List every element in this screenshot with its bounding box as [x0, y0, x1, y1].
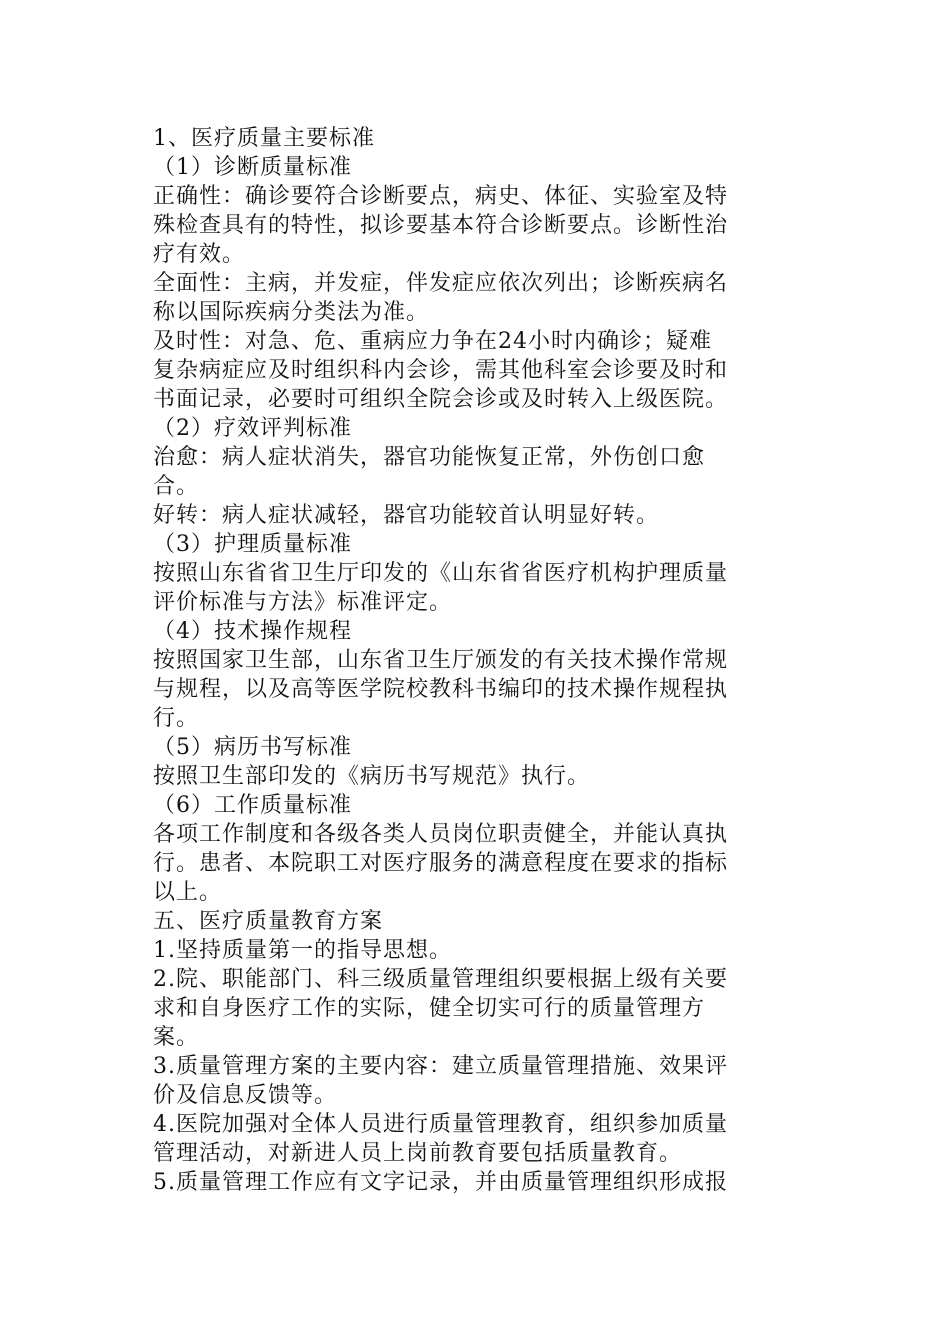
- text-line: 以上。: [153, 880, 223, 905]
- text-line: 好转：病人症状减轻，器官功能较首认明显好转。: [153, 503, 660, 528]
- text-line: 求和自身医疗工作的实际，健全切实可行的质量管理方: [153, 996, 706, 1021]
- text-line: 及时性：对急、危、重病应力争在24小时内确诊；疑难: [153, 329, 712, 354]
- text-line: 各项工作制度和各级各类人员岗位职责健全，并能认真执: [153, 822, 729, 847]
- text-line: 5.质量管理工作应有文字记录，并由质量管理组织形成报: [153, 1170, 728, 1195]
- text-line: 行。患者、本院职工对医疗服务的满意程度在要求的指标: [153, 851, 729, 876]
- subsection-heading: （1）诊断质量标准: [153, 155, 352, 180]
- text-line: 与规程，以及高等医学院校教科书编印的技术操作规程执: [153, 677, 729, 702]
- text-line: 按照卫生部印发的《病历书写规范》执行。: [153, 764, 591, 789]
- subsection-heading: （5）病历书写标准: [153, 735, 352, 760]
- text-line: 4.医院加强对全体人员进行质量管理教育，组织参加质量: [153, 1112, 728, 1137]
- text-line: 治愈：病人症状消失，器官功能恢复正常，外伤创口愈: [153, 445, 706, 470]
- text-line: 合。: [153, 474, 200, 499]
- section-heading: 五、医疗质量教育方案: [153, 909, 384, 934]
- text-line: 评价标准与方法》标准评定。: [153, 590, 453, 615]
- text-line: 全面性：主病，并发症，伴发症应依次列出；诊断疾病名: [153, 271, 729, 296]
- subsection-heading: （2）疗效评判标准: [153, 416, 352, 441]
- text-line: 正确性：确诊要符合诊断要点，病史、体征、实验室及特: [153, 184, 729, 209]
- text-line: 复杂病症应及时组织科内会诊，需其他科室会诊要及时和: [153, 358, 729, 383]
- text-line: 案。: [153, 1025, 200, 1050]
- section-heading: 1、医疗质量主要标准: [153, 126, 375, 151]
- document-body: [153, 124, 793, 1197]
- subsection-heading: （3）护理质量标准: [153, 532, 352, 557]
- text-line: 价及信息反馈等。: [153, 1083, 338, 1108]
- text-line: 行。: [153, 706, 200, 731]
- text-line: 2.院、职能部门、科三级质量管理组织要根据上级有关要: [153, 967, 728, 992]
- text-line: 书面记录，必要时可组织全院会诊或及时转入上级医院。: [153, 387, 729, 412]
- text-line: 称以国际疾病分类法为准。: [153, 300, 430, 325]
- text-line: 管理活动，对新进人员上岗前教育要包括质量教育。: [153, 1141, 683, 1166]
- text-line: 按照山东省省卫生厅印发的《山东省省医疗机构护理质量: [153, 561, 729, 586]
- subsection-heading: （4）技术操作规程: [153, 619, 352, 644]
- text-line: 1.坚持质量第一的指导思想。: [153, 938, 452, 963]
- text-line: 疗有效。: [153, 242, 246, 267]
- text-line: 按照国家卫生部，山东省卫生厅颁发的有关技术操作常规: [153, 648, 729, 673]
- text-line: 3.质量管理方案的主要内容：建立质量管理措施、效果评: [153, 1054, 728, 1079]
- text-line: 殊检查具有的特性，拟诊要基本符合诊断要点。诊断性治: [153, 213, 729, 238]
- subsection-heading: （6）工作质量标准: [153, 793, 352, 818]
